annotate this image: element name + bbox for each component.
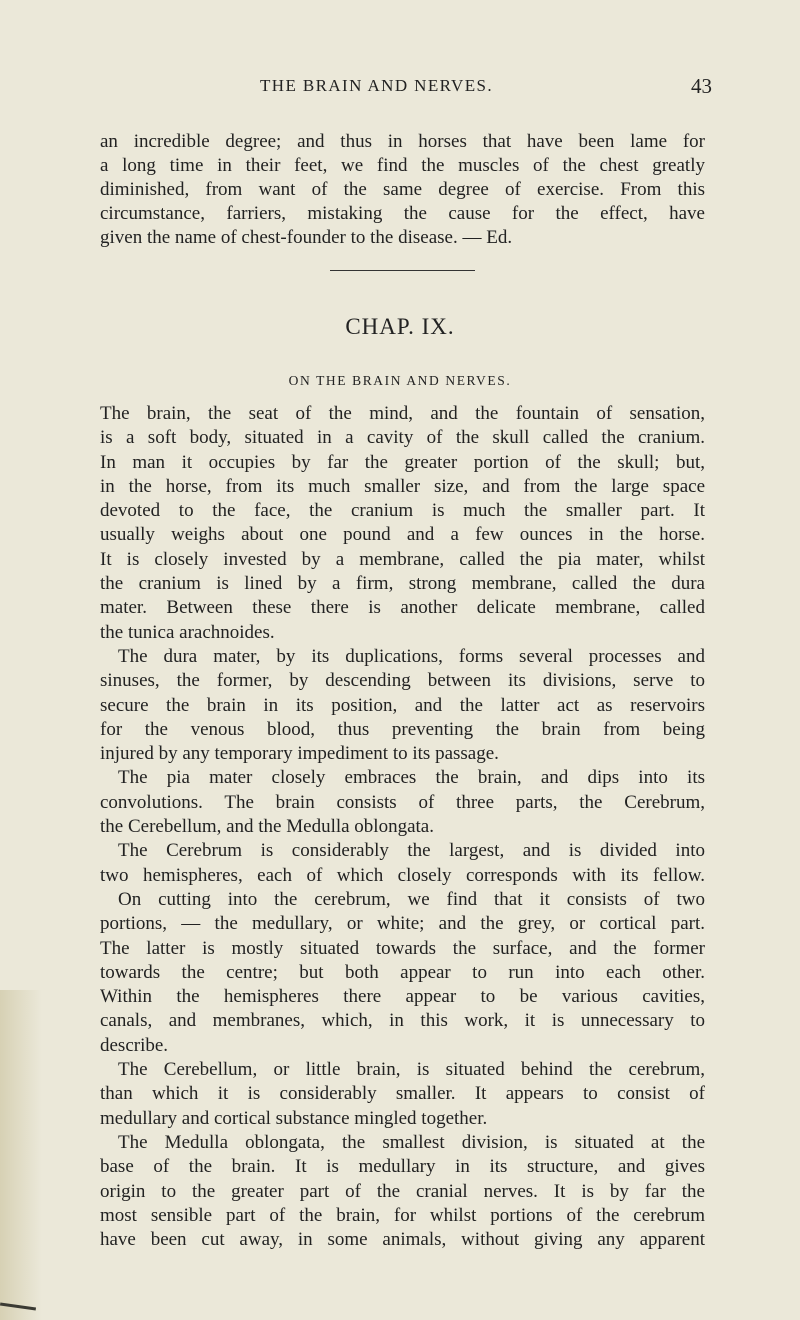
body-line: The dura mater, by its duplications, forms several processes and <box>118 645 705 667</box>
body-line: medullary and cortical substance mingled together. <box>100 1107 488 1129</box>
note-line: a long time in their feet, we find the muscles of the chest greatly <box>100 155 705 176</box>
body-line: base of the brain. It is medullary in its structure, and gives <box>100 1156 705 1178</box>
note-line: given the name of chest-founder to the disease. — Ed. <box>100 227 513 248</box>
page-stain <box>0 990 42 1320</box>
body-line: most sensible part of the brain, for whilst portions of the cerebrum <box>100 1204 705 1226</box>
chapter-title: ON THE BRAIN AND NERVES. <box>288 373 512 388</box>
section-divider <box>330 270 475 271</box>
body-line: the cranium is lined by a firm, strong membrane, called the dura <box>100 573 705 595</box>
body-line: On cutting into the cerebrum, we find that it consists of two <box>118 888 705 910</box>
body-line: have been cut away, in some animals, without giving any apparent <box>100 1229 705 1251</box>
body-line: the tunica arachnoides. <box>100 621 275 643</box>
body-line: The Cerebrum is considerably the largest, and is divided into <box>118 840 705 862</box>
body-line: describe. <box>100 1034 169 1056</box>
body-line: The Medulla oblongata, the smallest division, is situated at the <box>118 1131 705 1153</box>
body-line: than which it is considerably smaller. It appears to consist of <box>100 1083 705 1105</box>
body-line: The pia mater closely embraces the brain, and dips into its <box>118 767 705 789</box>
body-line: convolutions. The brain consists of three parts, the Cerebrum, <box>100 791 705 813</box>
body-line: canals, and membranes, which, in this work, it is unnecessary to <box>100 1010 705 1032</box>
body-line: devoted to the face, the cranium is much the smaller part. It <box>100 500 705 522</box>
body-line: in the horse, from its much smaller size, and from the large space <box>100 475 705 497</box>
body-line: The latter is mostly situated towards the surface, and the former <box>100 937 705 959</box>
running-title: THE BRAIN AND NERVES. <box>260 76 493 95</box>
body-line: towards the centre; but both appear to run into each other. <box>100 961 705 983</box>
body-line: is a soft body, situated in a cavity of the skull called the cranium. <box>100 427 705 449</box>
editor-note <box>100 130 705 250</box>
page-number: 43 <box>691 74 712 98</box>
body-line: the Cerebellum, and the Medulla oblongata. <box>100 816 434 838</box>
body-line: In man it occupies by far the greater portion of the skull; but, <box>100 451 705 473</box>
note-line: an incredible degree; and thus in horses that have been lame for <box>100 131 705 152</box>
body-line: origin to the greater part of the cranial nerves. It is by far the <box>100 1180 705 1202</box>
chapter-heading: CHAP. IX. <box>345 314 455 339</box>
body-line: mater. Between these there is another delicate membrane, called <box>100 597 705 619</box>
body-line: two hemispheres, each of which closely corresponds with its fellow. <box>100 864 705 886</box>
body-line: usually weighs about one pound and a few ounces in the horse. <box>100 524 705 546</box>
body-line: sinuses, the former, by descending between its divisions, serve to <box>100 670 705 692</box>
body-line: The brain, the seat of the mind, and the fountain of sensation, <box>100 403 705 424</box>
body-line: for the venous blood, thus preventing the brain from being <box>100 718 705 740</box>
note-line: circumstance, farriers, mistaking the cause for the effect, have <box>100 203 705 224</box>
body-line: secure the brain in its position, and the latter act as reservoirs <box>100 694 705 716</box>
body-line: The Cerebellum, or little brain, is situated behind the cerebrum, <box>118 1059 705 1081</box>
body-line: portions, — the medullary, or white; and the grey, or cortical part. <box>100 913 705 935</box>
body-line: Within the hemispheres there appear to be various cavities, <box>100 986 705 1008</box>
running-header <box>0 76 800 106</box>
note-line: diminished, from want of the same degree of exercise. From this <box>100 179 705 200</box>
chapter-body <box>100 402 705 1252</box>
body-line: injured by any temporary impediment to its passage. <box>100 743 499 765</box>
body-line: It is closely invested by a membrane, called the pia mater, whilst <box>100 548 705 570</box>
